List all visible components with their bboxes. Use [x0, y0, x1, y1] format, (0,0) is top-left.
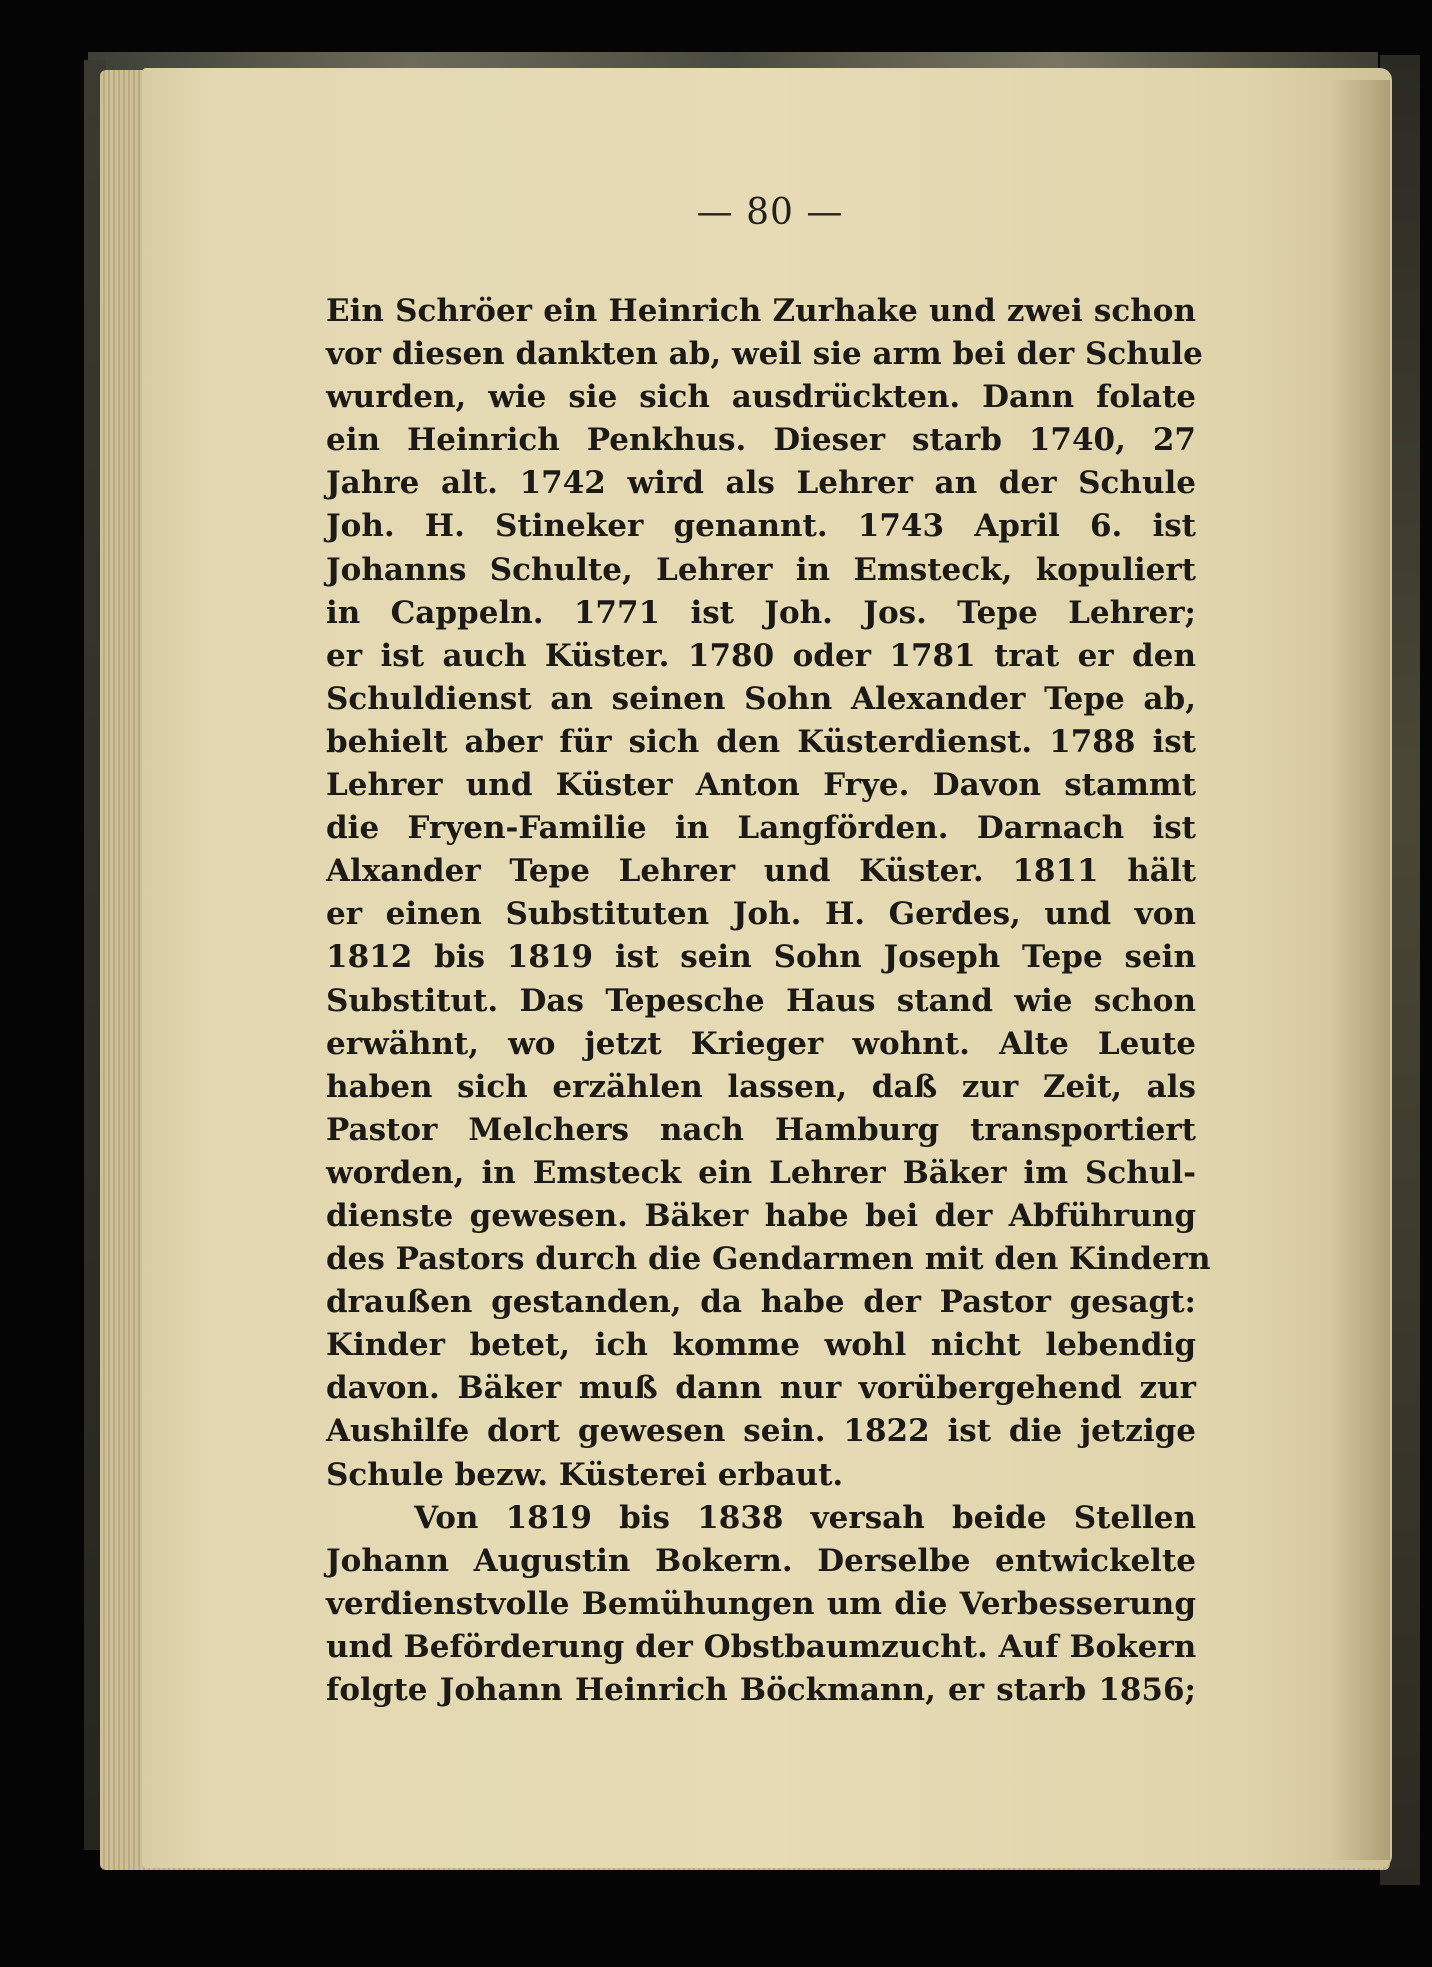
text-line: ein Heinrich Penkhus. Dieser starb 1740, 27: [326, 422, 1196, 459]
text-line: behielt aber für sich den Küsterdienst. 1788 ist: [326, 723, 1196, 760]
text-line: Joh. H. Stineker genannt. 1743 April 6. ist: [326, 508, 1196, 545]
text-line: in Cappeln. 1771 ist Joh. Jos. Tepe Lehrer;: [326, 594, 1196, 631]
text-line: folgte Johann Heinrich Böckmann, er starb 1856;: [326, 1672, 1196, 1708]
text-line: erwähnt, wo jetzt Krieger wohnt. Alte Leute: [326, 1025, 1196, 1062]
text-line: Johanns Schulte, Lehrer in Emsteck, kopuliert: [326, 551, 1196, 588]
text-line: 1812 bis 1819 ist sein Sohn Joseph Tepe sein: [326, 939, 1196, 976]
text-line: er einen Substituten Joh. H. Gerdes, und von: [326, 896, 1196, 933]
text-line: des Pastors durch die Gendarmen mit den Kindern: [326, 1241, 1211, 1278]
text-line: Substitut. Das Tepesche Haus stand wie schon: [326, 982, 1196, 1019]
text-line: dienste gewesen. Bäker habe bei der Abführung: [326, 1197, 1196, 1234]
text-line: Johann Augustin Bokern. Derselbe entwickelte: [326, 1542, 1196, 1579]
text-line: Aushilfe dort gewesen sein. 1822 ist die jetzige: [326, 1413, 1196, 1450]
gutter-shadow: [1330, 80, 1390, 1860]
text-line: draußen gestanden, da habe der Pastor gesagt:: [326, 1284, 1196, 1321]
page-number: — 80 —: [696, 192, 844, 233]
text-line: davon. Bäker muß dann nur vorübergehend zur: [326, 1370, 1196, 1407]
text-line: haben sich erzählen lassen, daß zur Zeit, als: [326, 1068, 1196, 1105]
text-line: Kinder betet, ich komme wohl nicht lebendig: [326, 1327, 1196, 1364]
text-line: Jahre alt. 1742 wird als Lehrer an der Schule: [326, 465, 1196, 502]
text-line: Von 1819 bis 1838 versah beide Stellen: [414, 1499, 1196, 1536]
text-line: wurden, wie sie sich ausdrückten. Dann folate: [326, 379, 1196, 416]
body-text: [326, 290, 1211, 1712]
text-line: Ein Schröer ein Heinrich Zurhake und zwei schon: [326, 293, 1196, 329]
text-line: Schuldienst an seinen Sohn Alexander Tepe ab,: [326, 680, 1196, 717]
text-line: Pastor Melchers nach Hamburg transportiert: [326, 1111, 1196, 1148]
text-line: und Beförderung der Obstbaumzucht. Auf Bokern: [326, 1628, 1197, 1665]
text-line: Alxander Tepe Lehrer und Küster. 1811 hält: [326, 853, 1196, 890]
text-line: Schule bezw. Küsterei erbaut.: [326, 1456, 844, 1493]
text-line: vor diesen dankten ab, weil sie arm bei der Schule: [326, 336, 1203, 373]
text-line: worden, in Emsteck ein Lehrer Bäker im Schul-: [326, 1154, 1196, 1191]
text-line: Lehrer und Küster Anton Frye. Davon stammt: [326, 767, 1196, 804]
text-line: er ist auch Küster. 1780 oder 1781 trat er den: [326, 637, 1196, 674]
text-line: die Fryen-Familie in Langförden. Darnach ist: [326, 810, 1196, 847]
text-line: verdienstvolle Bemühungen um die Verbesserung: [326, 1585, 1196, 1622]
